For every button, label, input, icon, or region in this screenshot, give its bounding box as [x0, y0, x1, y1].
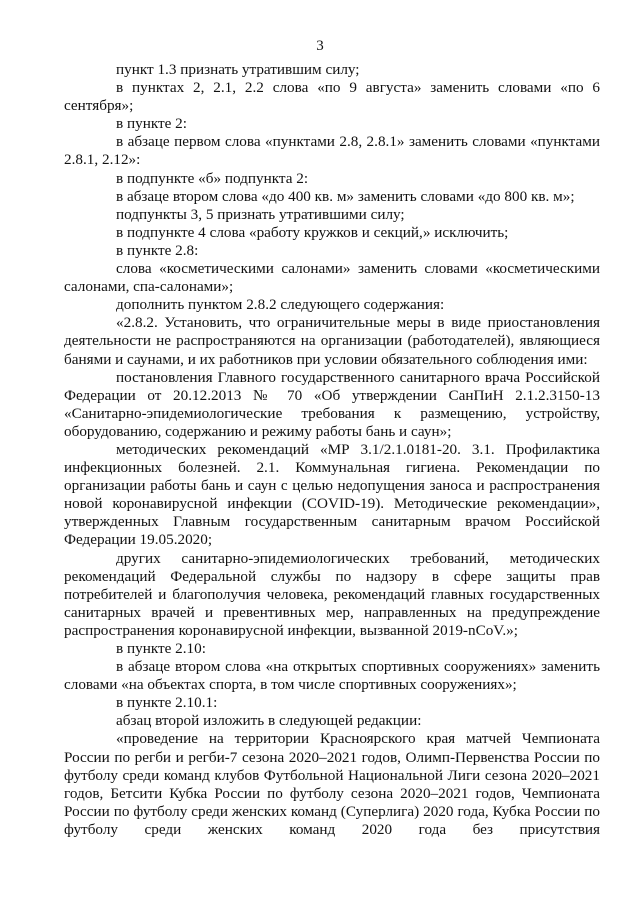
- paragraph: в подпункте 4 слова «работу кружков и секций,» исключить;: [116, 223, 509, 241]
- paragraph: «проведение на территории Красноярского края матчей Чемпионата России по регби и регби-7 сезона 2020–2021 годов, Олимп-Первенства России по футболу среди команд клубов Футбольной Национальной Лиги сезона 2020–2021 годов, Бетсити Кубка России по футболу сезона 2020–2021 годов, Чемпионата России по футболу среди женских команд (Суперлига) 2020 года, Кубка России по футболу среди женских команд 2020 года без присутствия: [64, 730, 600, 838]
- paragraph: подпункты 3, 5 признать утратившими силу;: [116, 205, 405, 223]
- paragraph: пункт 1.3 признать утратившим силу;: [116, 61, 360, 78]
- paragraph: дополнить пунктом 2.8.2 следующего содержания:: [116, 296, 445, 314]
- paragraph: в пункте 2.8:: [116, 241, 199, 259]
- paragraph: слова «косметическими салонами» заменить словами «косметическими салонами, спа-салонами»;: [64, 260, 600, 296]
- paragraph: в подпункте «б» подпункта 2:: [116, 169, 309, 187]
- paragraph: в пункте 2.10:: [116, 640, 206, 657]
- paragraph: других санитарно-эпидемиологических требований, методических рекомендаций Федеральной службы по надзору в сфере защиты прав потребителей и благополучия человека, рекомендаций главных государственных санитарных врачей и превентивных мер, направленных на предупреждение распространения коронавирусной инфекции, вызванной 2019-nCoV.»;: [64, 549, 600, 639]
- paragraph: в пункте 2.10.1:: [116, 694, 218, 712]
- paragraph: абзац второй изложить в следующей редакции:: [116, 712, 422, 730]
- paragraph: «2.8.2. Установить, что ограничительные меры в виде приостановления деятельности не распространяются на организации (работодателей), являющиеся банями и саунами, и их работников при условии обязательного соблюдения ими:: [64, 314, 600, 368]
- paragraph: в абзаце первом слова «пунктами 2.8, 2.8.1» заменить словами «пунктами 2.8.1, 2.12»:: [64, 133, 600, 169]
- paragraph: в пункте 2:: [116, 115, 187, 133]
- paragraph: в абзаце втором слова «на открытых спортивных сооружениях» заменить словами «на объектах спорта, в том числе спортивных сооружениях»;: [64, 658, 600, 694]
- paragraph: постановления Главного государственного санитарного врача Российской Федерации от 20.12.2013 № 70 «Об утверждении СанПиН 2.1.2.3150-13 «Санитарно-эпидемиологические требования к размещению, устройству, оборудованию, содержанию и режиму работы бань и саун»;: [64, 368, 600, 440]
- paragraph: методических рекомендаций «МР 3.1/2.1.0181-20. 3.1. Профилактика инфекционных болезней. 2.1. Коммунальная гигиена. Рекомендации по организации работы бань и саун с целью недопущения заноса и распространения новой коронавирусной инфекции (COVID-19). Методические рекомендации», утвержденных Главным государственным санитарным врачом Российской Федерации 19.05.2020;: [64, 440, 600, 549]
- paragraph: в пунктах 2, 2.1, 2.2 слова «по 9 августа» заменить словами «по 6 сентября»;: [64, 79, 600, 115]
- document-body: [64, 61, 600, 839]
- paragraph: в абзаце втором слова «до 400 кв. м» заменить словами «до 800 кв. м»;: [116, 187, 575, 205]
- page-number: 3: [316, 38, 324, 54]
